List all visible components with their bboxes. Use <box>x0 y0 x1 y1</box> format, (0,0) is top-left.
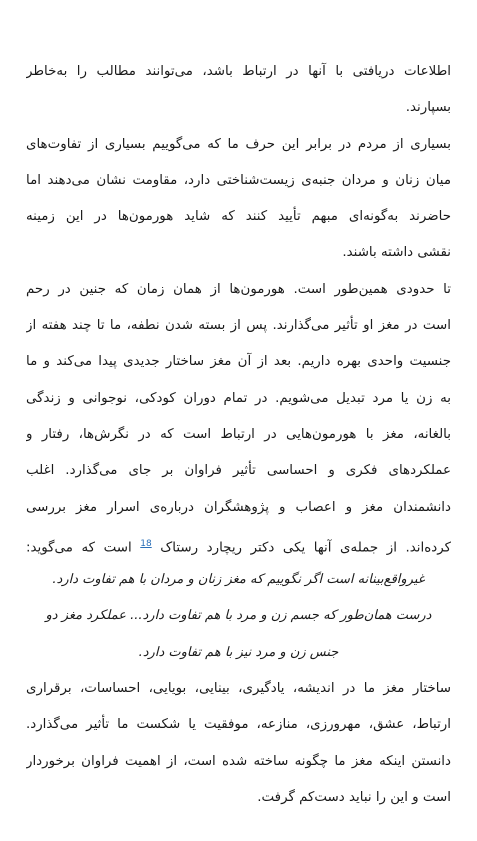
text-line: است در مغز او تأثیر می‌گذارند. پس از بسته شدن نطفه، ما تا چند هفته از <box>26 318 451 334</box>
paragraph-5 <box>26 671 451 816</box>
text-line: جنسیت واحدی بهره داریم. بعد از آن مغز ساختار جدیدی پیدا می‌کند و ما <box>26 354 451 370</box>
text-line: دانستن اینکه مغز ما چگونه ساخته شده است، از اهمیت فراوان برخوردار <box>26 753 451 769</box>
text-line: بالغانه، مغز با هورمون‌هایی در ارتباط است که در نگرش‌ها، رفتار و <box>26 426 451 442</box>
text-line: بسپارند. <box>405 100 451 116</box>
text-line: نقشی داشته باشند. <box>342 245 451 261</box>
paragraph-2 <box>26 127 451 272</box>
quote-line: درست همان‌طور که جسم زن و مرد با هم تفاوت دارد... عملکرد مغز دو <box>45 608 432 624</box>
text-line: میان زنان و مردان جنبه‌ی زیست‌شناختی دارد، مقاومت نشان می‌دهند اما <box>26 172 451 188</box>
footnote-link[interactable]: 18 <box>140 538 152 549</box>
text-line: دانشمندان مغز و اعصاب و پژوهشگران درباره‌ی اسرار مغز بررسی <box>26 499 451 515</box>
text-segment: است که می‌گوید: <box>26 540 132 556</box>
text-line: تا حدودی همین‌طور است. هورمون‌ها از همان زمان که جنین در رحم <box>26 281 451 297</box>
quote-line: جنس زن و مرد نیز با هم تفاوت دارد. <box>138 644 339 660</box>
text-line: حاضرند به‌گونه‌ای مبهم تأیید کنند که شاید هورمون‌ها در این زمینه <box>26 209 451 225</box>
text-line: بسیاری از مردم در برابر این حرف ما که می‌گوییم بسیاری از تفاوت‌های <box>26 136 451 152</box>
text-line: عملکردهای فکری و احساسی تأثیر فراوان بر جای می‌گذارد. اغلب <box>26 463 451 479</box>
text-line: اطلاعات دریافتی با آنها در ارتباط باشد، می‌توانند مطالب را به‌خاطر <box>26 64 451 79</box>
quote-block <box>26 562 451 671</box>
text-line-with-footnote <box>26 526 451 562</box>
document-body <box>26 54 451 816</box>
text-line: است و این را نباید دست‌کم گرفت. <box>257 789 451 805</box>
text-line: ساختار مغز ما در اندیشه، یادگیری، بینایی، بویایی، احساسات، برقراری <box>26 681 451 697</box>
quote-line: غیرواقع‌بینانه است اگر نگوییم که مغز زنان و مردان با هم تفاوت دارد. <box>52 572 425 588</box>
text-line: ارتباط، عشق، مهرورزی، منازعه، موفقیت یا شکست ما تأثیر می‌گذارد. <box>26 717 451 733</box>
text-segment: کرده‌اند. از جمله‌ی آنها یکی دکتر ریچارد رستاک <box>160 540 451 556</box>
text-line: به زن یا مرد تبدیل می‌شویم. در تمام دوران کودکی، نوجوانی و زندگی <box>26 390 451 406</box>
paragraph-3 <box>26 272 451 562</box>
paragraph-1 <box>26 54 451 127</box>
